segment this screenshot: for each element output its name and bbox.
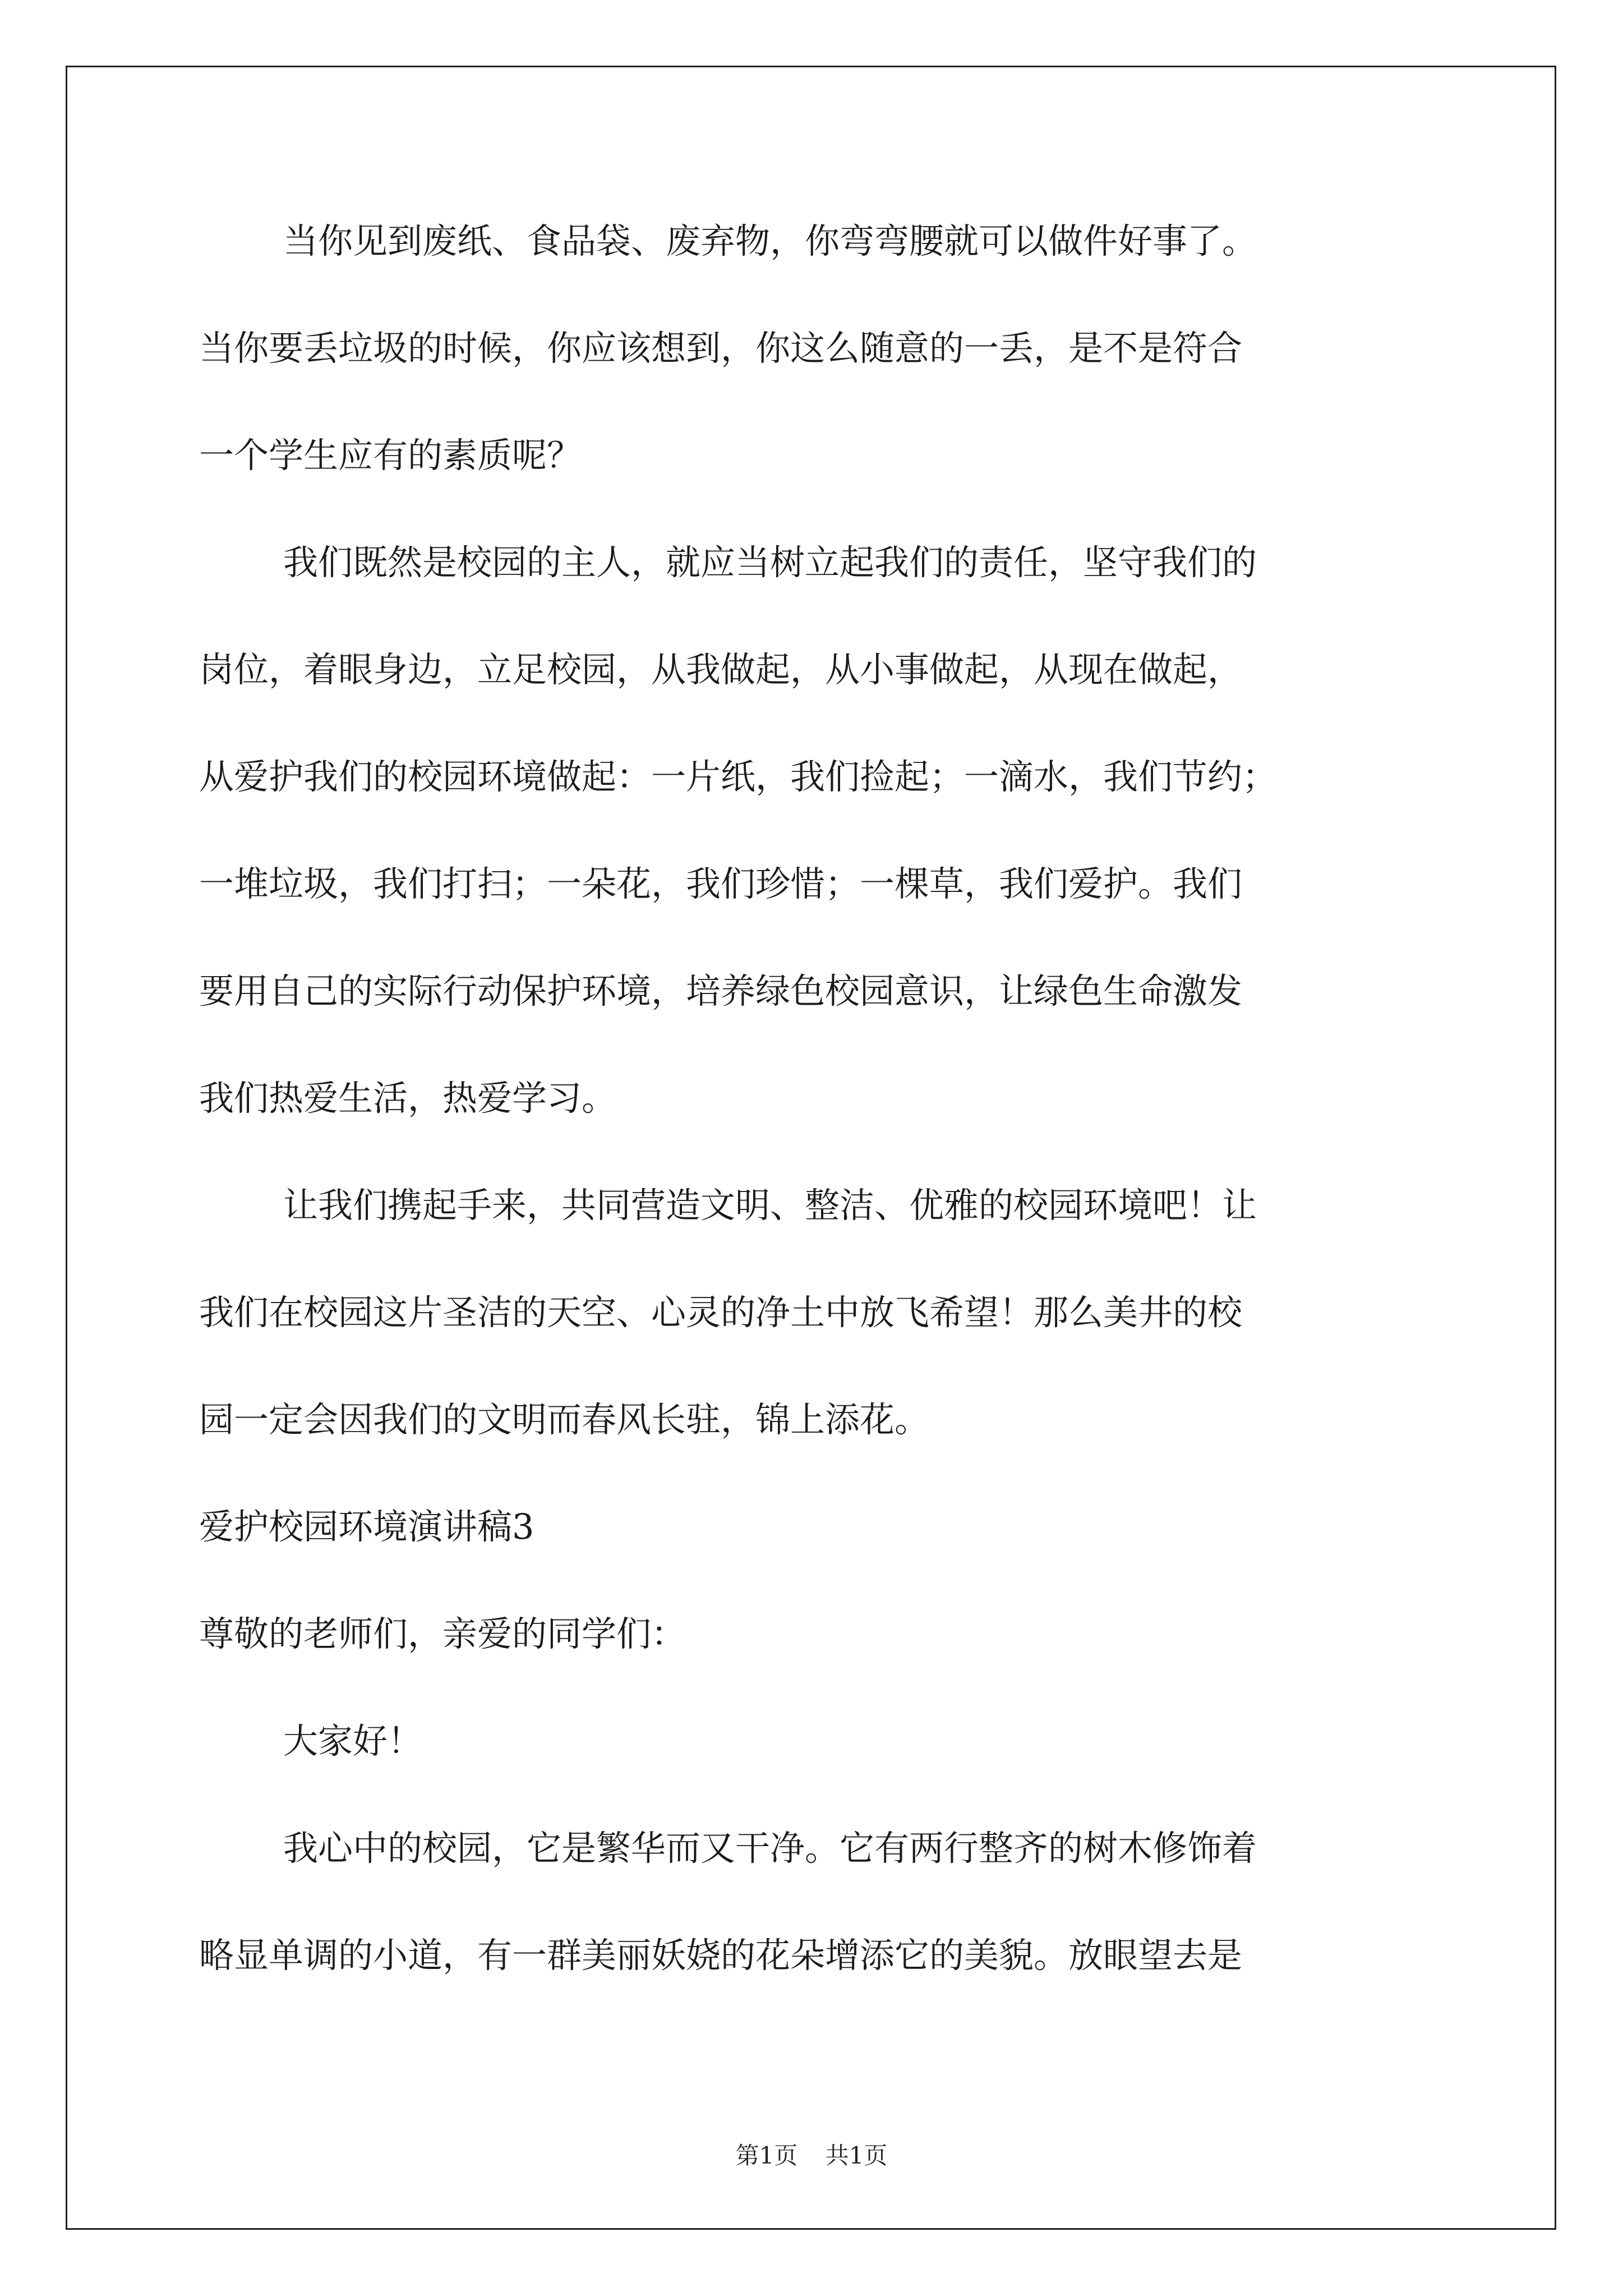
paragraph-line: 我心中的校园，它是繁华而又干净。它有两行整齐的树木修饰着 [283, 1828, 1257, 1869]
salutation: 尊敬的老师们，亲爱的同学们： [199, 1613, 686, 1654]
paragraph-line: 岗位，着眼身边，立足校园，从我做起，从小事做起，从现在做起， [199, 649, 1243, 690]
page-number-current: 第1页 [735, 2142, 798, 2169]
paragraph-line: 要用自己的实际行动保护环境，培养绿色校园意识，让绿色生命激发 [199, 970, 1243, 1011]
paragraph-line: 我们既然是校园的主人，就应当树立起我们的责任，坚守我们的 [283, 542, 1257, 583]
paragraph-line: 让我们携起手来，共同营造文明、整洁、优雅的校园环境吧！让 [283, 1185, 1257, 1226]
paragraph-line: 略显单调的小道，有一群美丽妖娆的花朵增添它的美貌。放眼望去是 [199, 1935, 1243, 1976]
paragraph-line: 一堆垃圾，我们打扫；一朵花，我们珍惜；一棵草，我们爱护。我们 [199, 863, 1243, 904]
paragraph-line: 一个学生应有的素质呢？ [199, 435, 582, 476]
section-heading: 爱护校园环境演讲稿3 [199, 1506, 534, 1547]
greeting: 大家好！ [283, 1720, 423, 1761]
document-body [199, 213, 1450, 2035]
paragraph-line: 我们热爱生活，热爱学习。 [199, 1078, 617, 1119]
paragraph-line: 我们在校园这片圣洁的天空、心灵的净土中放飞希望！那么美井的校 [199, 1292, 1243, 1333]
paragraph-line: 园一定会因我们的文明而春风长驻，锦上添花。 [199, 1399, 930, 1440]
paragraph-line: 从爱护我们的校园环境做起：一片纸，我们捡起；一滴水，我们节约； [199, 756, 1278, 797]
page-footer [0, 2137, 1623, 2171]
paragraph-line: 当你见到废纸、食品袋、废弃物，你弯弯腰就可以做件好事了。 [283, 220, 1257, 261]
page-number-total: 共1页 [825, 2142, 888, 2169]
paragraph-line: 当你要丢垃圾的时候，你应该想到，你这么随意的一丢，是不是符合 [199, 328, 1243, 369]
